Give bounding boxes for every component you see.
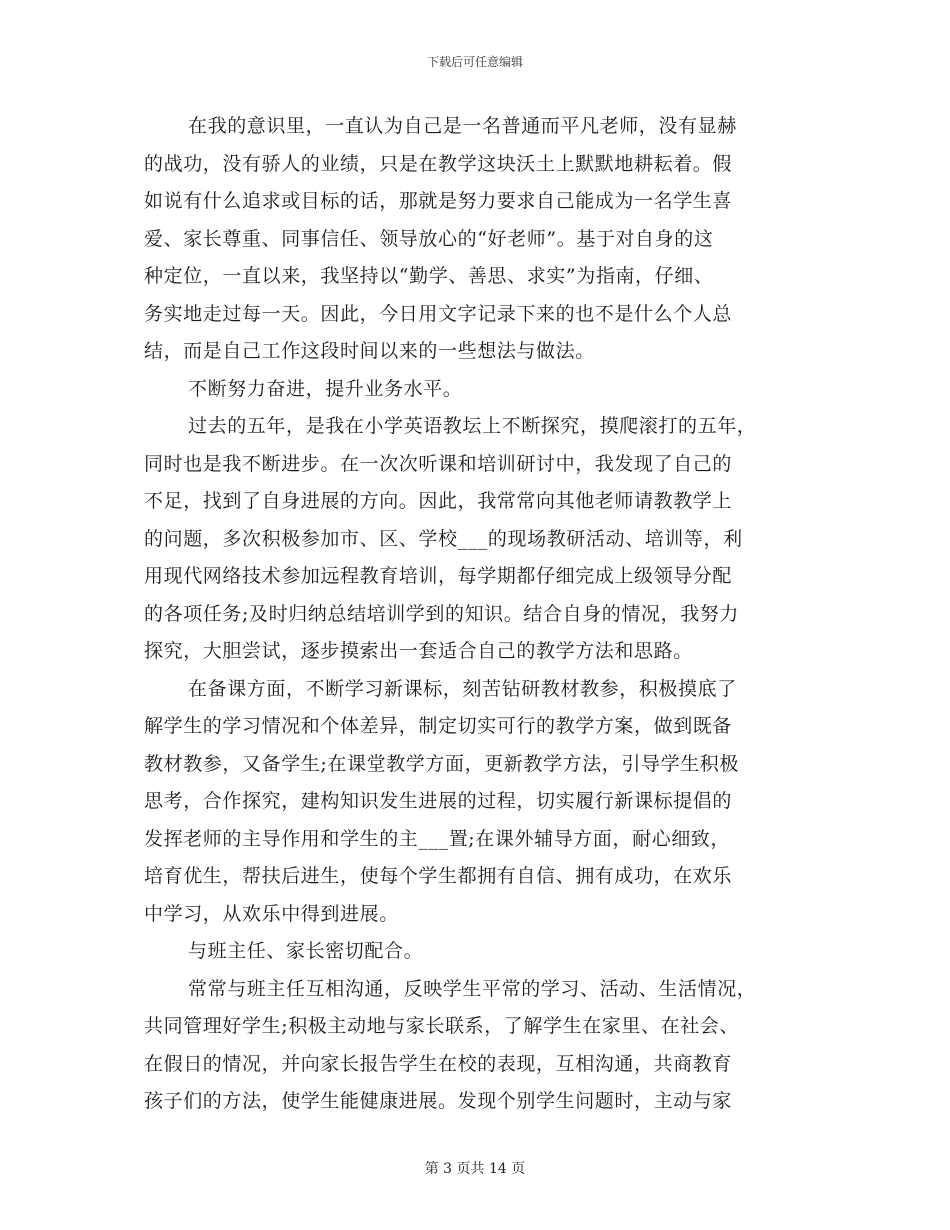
text-line: 培育优生，帮扶后进生，使每个学生都拥有自信、拥有成功，在欢乐 <box>144 865 733 887</box>
document-body <box>144 108 808 1121</box>
page-number: 第 3 页共 14 页 <box>424 1161 526 1177</box>
text-line: 孩子们的方法，使学生能健康进展。发现个别学生问题时，主动与家 <box>144 1090 733 1112</box>
text-line: 爱、家长尊重、同事信任、领导放心的“好老师”。基于对自身的这 <box>144 227 714 250</box>
text-line: 如说有什么追求或目标的话，那就是努力要求自己能成为一名学生喜 <box>144 190 733 212</box>
text-line: 务实地走过每一天。因此，今日用文字记录下来的也不是什么个人总 <box>144 302 733 325</box>
paragraph-first-line: 过去的五年，是我在小学英语教坛上不断探究，摸爬滚打的五年， <box>188 415 757 437</box>
text-line: 的各项任务;及时归纳总结培训学到的知识。结合自身的情况，我努力 <box>144 602 740 625</box>
text-line: 教材教参，又备学生;在课堂教学方面，更新教学方法，引导学生积极 <box>144 752 740 775</box>
text-line: 的战功，没有骄人的业绩，只是在教学这块沃土上默默地耕耘着。假 <box>144 152 733 175</box>
paragraph-first-line: 不断努力奋进，提升业务水平。 <box>188 377 463 400</box>
paragraph-first-line: 与班主任、家长密切配合。 <box>188 940 424 962</box>
text-line: 的问题，多次积极参加市、区、学校___的现场教研活动、培训等，利 <box>144 527 743 550</box>
text-line: 探究，大胆尝试，逐步摸索出一套适合自己的教学方法和思路。 <box>144 640 693 662</box>
text-line: 用现代网络技术参加远程教育培训，每学期都仔细完成上级领导分配 <box>144 565 733 587</box>
paragraph-first-line: 在备课方面，不断学习新课标，刻苦钻研教材教参，积极摸底了 <box>188 677 737 700</box>
text-line: 共同管理好学生;积极主动地与家长联系，了解学生在家里、在社会、 <box>144 1015 740 1037</box>
paragraph-first-line: 在我的意识里，一直认为自己是一名普通而平凡老师，没有显赫 <box>188 115 737 137</box>
paragraph-first-line: 常常与班主任互相沟通，反映学生平常的学习、活动、生活情况， <box>188 977 757 1000</box>
text-line: 思考，合作探究，建构知识发生进展的过程，切实履行新课标提倡的 <box>144 790 733 812</box>
text-line: 中学习，从欢乐中得到进展。 <box>144 902 399 925</box>
text-line: 结，而是自己工作这段时间以来的一些想法与做法。 <box>144 340 595 362</box>
text-line: 在假日的情况，并向家长报告学生在校的表现，互相沟通，共商教育 <box>144 1052 733 1075</box>
text-line: 解学生的学习情况和个体差异，制定切实可行的教学方案，做到既备 <box>144 715 733 737</box>
text-line: 发挥老师的主导作用和学生的主___置;在课外辅导方面，耐心细致， <box>144 827 731 850</box>
text-line: 种定位，一直以来，我坚持以“勤学、善思、求实”为指南，仔细、 <box>144 265 714 287</box>
text-line: 同时也是我不断进步。在一次次听课和培训研讨中，我发现了自己的 <box>144 452 733 475</box>
page-header: 下载后可任意编辑 <box>426 55 523 69</box>
text-line: 不足，找到了自身进展的方向。因此，我常常向其他老师请教教学上 <box>144 490 733 512</box>
